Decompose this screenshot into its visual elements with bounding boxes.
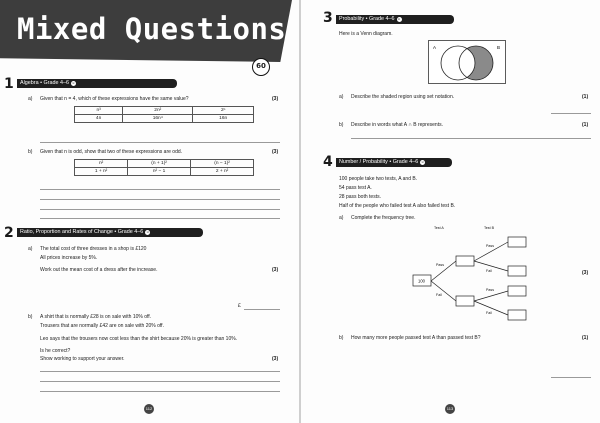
grade-icon: ☺	[145, 229, 150, 234]
q2b-label: b)	[28, 314, 33, 320]
left-page	[0, 0, 299, 423]
expression-cell[interactable]: 2ⁿ	[193, 107, 254, 115]
expression-cell[interactable]: 2 + n²	[191, 168, 254, 176]
q2b-line1: A shirt that is normally £28 is on sale with 10% off.	[40, 314, 152, 320]
expression-cell[interactable]: n²	[75, 160, 128, 168]
table-row	[75, 168, 254, 176]
test-a-fail-box[interactable]	[456, 296, 474, 306]
q3b-text: Describe in words what A ∩ B represents.	[351, 122, 443, 128]
answer-line	[551, 113, 591, 114]
question-header-1: Algebra • Grade 4–6 ☺	[17, 79, 177, 88]
tree-header-test-b: Test B	[484, 226, 494, 230]
q3a-label: a)	[339, 94, 344, 100]
q3a-text: Describe the shaded region using set notation.	[351, 94, 455, 100]
question-header-3: Probability • Grade 4–6 ☺	[336, 15, 454, 24]
frequency-tree	[401, 223, 541, 323]
venn-label-a: A	[433, 45, 437, 50]
q4-line-1: 100 people take two tests, A and B.	[339, 176, 418, 182]
q1b-label: b)	[28, 149, 33, 155]
branch-label-fail: Fail	[486, 311, 492, 315]
q4a-marks: (3)	[582, 270, 589, 276]
question-number-4: 4	[323, 154, 333, 170]
q2b-line2: Trousers that are normally £42 are on sale with 20% off.	[40, 323, 164, 329]
grade-icon: ☺	[420, 159, 425, 164]
q4a-text: Complete the frequency tree.	[351, 215, 416, 221]
test-b-fail-pass-box[interactable]	[508, 286, 526, 296]
question-number-1: 1	[4, 76, 14, 92]
answer-line	[40, 218, 280, 219]
branch-label-pass: Pass	[486, 244, 494, 248]
q2b-line5: Show working to support your answer.	[40, 356, 125, 362]
table-row	[75, 107, 254, 115]
branch-line	[474, 291, 508, 301]
q4-line-2: 54 pass test A.	[339, 185, 372, 191]
question-number-2: 2	[4, 225, 14, 241]
grade-icon: ☺	[397, 16, 401, 21]
q2b-line4: Is he correct?	[40, 348, 71, 354]
q1b-table	[74, 159, 254, 176]
q1a-text: Given that n = 4, which of these expressions have the same value?	[40, 96, 189, 102]
answer-line	[244, 309, 280, 310]
page-number-right: 113	[445, 404, 455, 414]
q1a-marks: (3)	[272, 96, 279, 102]
answer-line	[40, 189, 280, 190]
grade-icon: ☺	[71, 80, 76, 85]
test-b-fail-fail-box[interactable]	[508, 310, 526, 320]
score-badge: 60	[252, 58, 270, 76]
branch-label-pass: Pass	[436, 263, 444, 267]
q4b-marks: (1)	[582, 335, 589, 341]
q1b-text: Given that n is odd, show that two of these expressions are odd.	[40, 149, 183, 155]
answer-line	[551, 377, 591, 378]
branch-label-pass: Pass	[486, 288, 494, 292]
question-header-4: Number / Probability • Grade 4–6 ☺	[336, 158, 452, 167]
page-title: Mixed Questions	[17, 12, 287, 46]
q4b-text: How many more people passed test A than passed test B?	[351, 335, 481, 341]
table-row	[75, 115, 254, 123]
tree-root-value: 100	[418, 278, 425, 284]
q1b-marks: (3)	[272, 149, 279, 155]
answer-line	[40, 371, 280, 372]
right-page	[301, 0, 600, 423]
answer-line	[351, 138, 591, 139]
q3-intro: Here is a Venn diagram.	[339, 31, 393, 37]
question-header-2: Ratio, Proportion and Rates of Change • Grade 4–6 ☺	[17, 228, 203, 237]
q3b-label: b)	[339, 122, 344, 128]
q3b-marks: (1)	[582, 122, 589, 128]
table-row	[75, 160, 254, 168]
q2a-line2: All prices increase by 5%.	[40, 255, 98, 261]
answer-line	[40, 209, 280, 210]
q2a-line3: Work out the mean cost of a dress after the increase.	[40, 267, 158, 273]
q1a-table	[74, 106, 254, 123]
expression-cell[interactable]: 1 + n²	[75, 168, 128, 176]
q3a-marks: (1)	[582, 94, 589, 100]
q2b-line3: Leo says that the trousers now cost less than the shirt because 20% is greater than 10%.	[40, 336, 238, 342]
answer-line	[40, 142, 280, 143]
expression-cell[interactable]: n² − 1	[128, 168, 191, 176]
answer-line	[40, 391, 280, 392]
question-number-3: 3	[323, 10, 333, 26]
venn-diagram	[428, 40, 506, 84]
q2b-marks: (3)	[272, 356, 279, 362]
venn-label-b: B	[497, 45, 501, 50]
test-b-pass-fail-box[interactable]	[508, 266, 526, 276]
expression-cell[interactable]: n³	[75, 107, 123, 115]
expression-cell[interactable]: (n − 1)²	[191, 160, 254, 168]
expression-cell[interactable]: 16n⁴	[123, 115, 193, 123]
expression-cell[interactable]: 2n²	[123, 107, 193, 115]
q2a-line1: The total cost of three dresses in a shop is £120	[40, 246, 147, 252]
expression-cell[interactable]: (n + 1)²	[128, 160, 191, 168]
tree-header-test-a: Test A	[434, 226, 444, 230]
branch-line	[431, 281, 456, 301]
q4-line-3: 28 pass both tests.	[339, 194, 381, 200]
q2a-label: a)	[28, 246, 33, 252]
q2a-marks: (3)	[272, 267, 279, 273]
answer-currency: £	[238, 303, 241, 309]
test-a-pass-box[interactable]	[456, 256, 474, 266]
branch-label-fail: Fail	[436, 293, 442, 297]
expression-cell[interactable]: 16n	[193, 115, 254, 123]
q4a-label: a)	[339, 215, 344, 221]
page-number-left: 112	[144, 404, 154, 414]
answer-line	[40, 381, 280, 382]
q4-line-4: Half of the people who failed test A also failed test B.	[339, 203, 456, 209]
q1a-label: a)	[28, 96, 33, 102]
branch-label-fail: Fail	[486, 269, 492, 273]
q4b-label: b)	[339, 335, 344, 341]
test-b-pass-pass-box[interactable]	[508, 237, 526, 247]
expression-cell[interactable]: 4n	[75, 115, 123, 123]
answer-line	[40, 199, 280, 200]
